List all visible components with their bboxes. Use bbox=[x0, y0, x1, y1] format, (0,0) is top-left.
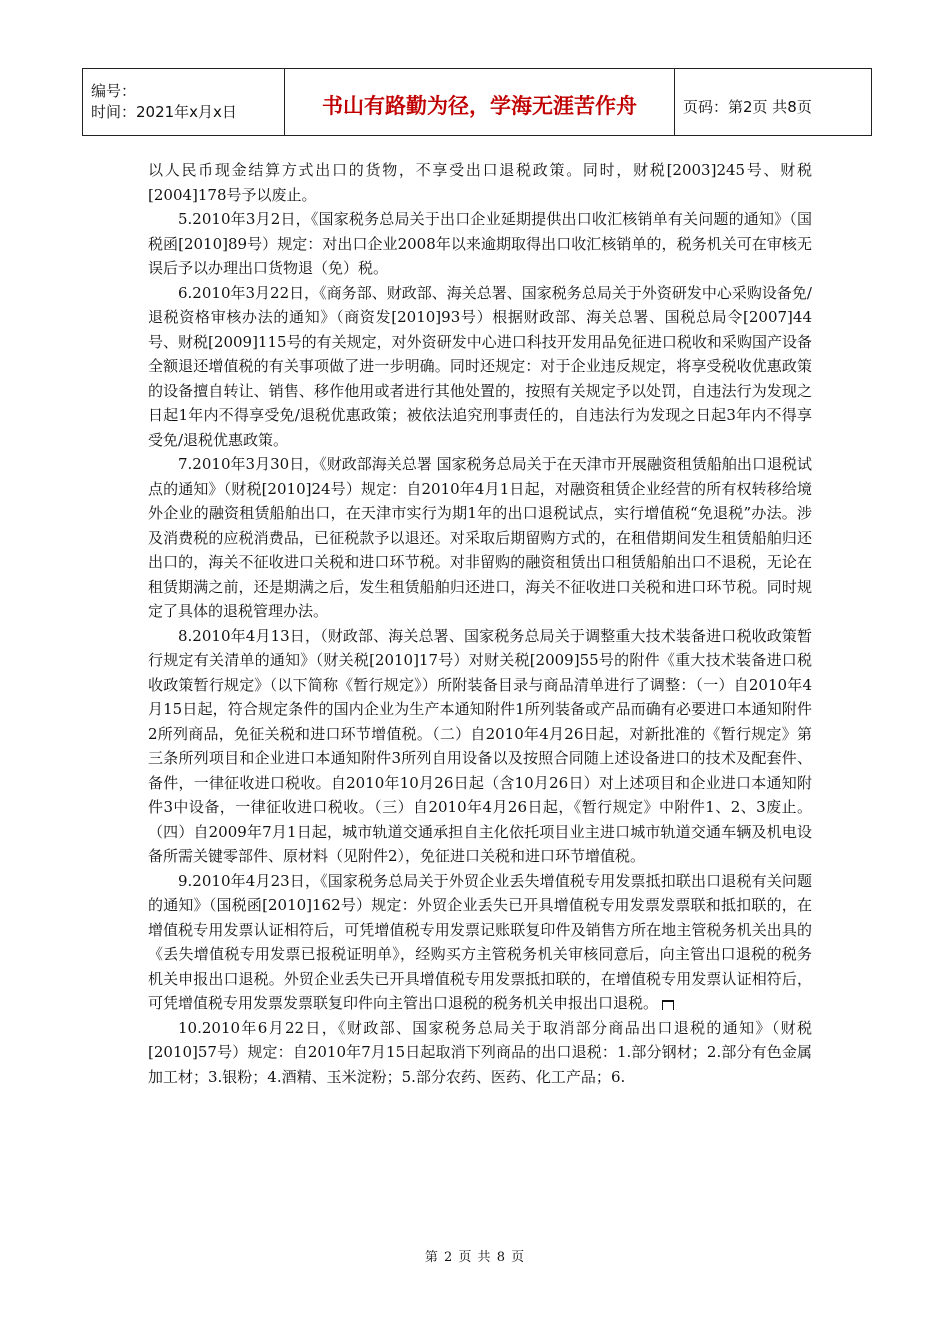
document-time-label: 时间：2021年x月x日 bbox=[91, 103, 237, 121]
paragraph-item-7: 7.2010年3月30日，《财政部海关总署 国家税务总局关于在天津市开展融资租赁船舶出口退税试点的通知》（财税[2010]24号）规定：自2010年4月1日起，对融资租赁企业经营的所有权转移给境外企业的融资租赁船舶出口，在天津市实行为期1年的出口退税试点，实行增值税“免退税”办法。涉及消费税的应税消费品，已征税款予以退还。对采取后期留购方式的，在租借期间发生租赁船舶归还出口的，海关不征收进口关税和进口环节税。对非留购的融资租赁出口租赁船舶出口不退税，无论在租赁期满之前，还是期满之后，发生租赁船舶归还进口，海关不征收进口关税和进口环节税。同时规定了具体的退税管理办法。 bbox=[148, 455, 812, 620]
header-motto: 书山有路勤为径，学海无涯苦作舟 bbox=[285, 69, 675, 135]
paragraph-item-5: 5.2010年3月2日，《国家税务总局关于出口企业延期提供出口收汇核销单有关问题的通知》（国税函[2010]89号）规定：对出口企业2008年以来逾期取得出口收汇核销单的，税务机关可在审核无误后予以办理出口货物退（免）税。 bbox=[148, 210, 812, 277]
header-meta bbox=[83, 69, 285, 135]
page-footer: 第 2 页 共 8 页 bbox=[424, 1250, 526, 1265]
document-number-label: 编号： bbox=[91, 82, 137, 100]
paragraph-item-6: 6.2010年3月22日，《商务部、财政部、海关总署、国家税务总局关于外资研发中心采购设备免/退税资格审核办法的通知》（商资发[2010]93号）根据财政部、海关总署、国税总局令[2007]44号、财税[2009]115号的有关规定，对外资研发中心进口科技开发用品免征进口税收和采购国产设备全额退还增值税的有关事项做了进一步明确。同时还规定：对于企业违反规定，将享受税收优惠政策的设备擅自转让、销售、移作他用或者进行其他处置的，按照有关规定予以处罚，自违法行为发现之日起1年内不得享受免/退税优惠政策；被依法追究刑事责任的，自违法行为发现之日起3年内不得享受免/退税优惠政策。 bbox=[148, 283, 812, 449]
page-header bbox=[82, 68, 872, 136]
header-page-number: 页码：第2页 共8页 bbox=[683, 97, 812, 116]
paragraph-continued: 以人民币现金结算方式出口的货物，不享受出口退税政策。同时，财税[2003]245号、财税[2004]178号予以废止。 bbox=[148, 161, 812, 204]
paragraph-item-10: 10.2010年6月22日，《财政部、国家税务总局关于取消部分商品出口退税的通知》（财税[2010]57号）规定：自2010年7月15日起取消下列商品的出口退税：1.部分钢材；2.部分有色金属加工材；3.银粉；4.酒精、玉米淀粉；5.部分农药、医药、化工产品；6. bbox=[148, 1018, 812, 1086]
paragraph-item-9-text: 9.2010年4月23日，《国家税务总局关于外贸企业丢失增值税专用发票抵扣联出口退税有关问题的通知》（国税函[2010]162号）规定：外贸企业丢失已开具增值税专用发票发票联和抵扣联的，在增值税专用发票认证相符后，可凭增值税专用发票记账联复印件及销售方所在地主管税务机关出具的《丢失增值税专用发票已报税证明单》，经购买方主管税务机关审核同意后，向主管出口退税的税务机关申报出口退税。外贸企业丢失已开具增值税专用发票抵扣联的，在增值税专用发票认证相符后，可凭增值税专用发票发票联复印件向主管出口退税的税务机关申报出口退税。 bbox=[148, 871, 812, 1012]
document-body bbox=[148, 158, 812, 1089]
edit-mark-icon bbox=[662, 1000, 674, 1010]
paragraph-item-9 bbox=[148, 869, 812, 1016]
paragraph-item-8: 8.2010年4月13日，（财政部、海关总署、国家税务总局关于调整重大技术装备进口税收政策暂行规定有关清单的通知》（财关税[2010]17号）对财关税[2009]55号的附件《重大技术装备进口税收政策暂行规定》（以下简称《暂行规定》）所附装备目录与商品清单进行了调整：（一）自2010年4月15日起，符合规定条件的国内企业为生产本通知附件1所列装备或产品而确有必要进口本通知附件2所列商品，免征关税和进口环节增值税。（二）自2010年4月26日起，对新批准的《暂行规定》第三条所列项目和企业进口本通知附件3所列自用设备以及按照合同随上述设备进口的技术及配套件、备件，一律征收进口税收。自2010年10月26日起（含10月26日）对上述项目和企业进口本通知附件3中设备，一律征收进口税收。（三）自2010年4月26日起，《暂行规定》中附件1、2、3废止。（四）自2009年7月1日起，城市轨道交通承担自主化依托项目业主进口城市轨道交通车辆及机电设备所需关键零部件、原材料（见附件2），免征进口关税和进口环节增值税。 bbox=[148, 626, 812, 865]
